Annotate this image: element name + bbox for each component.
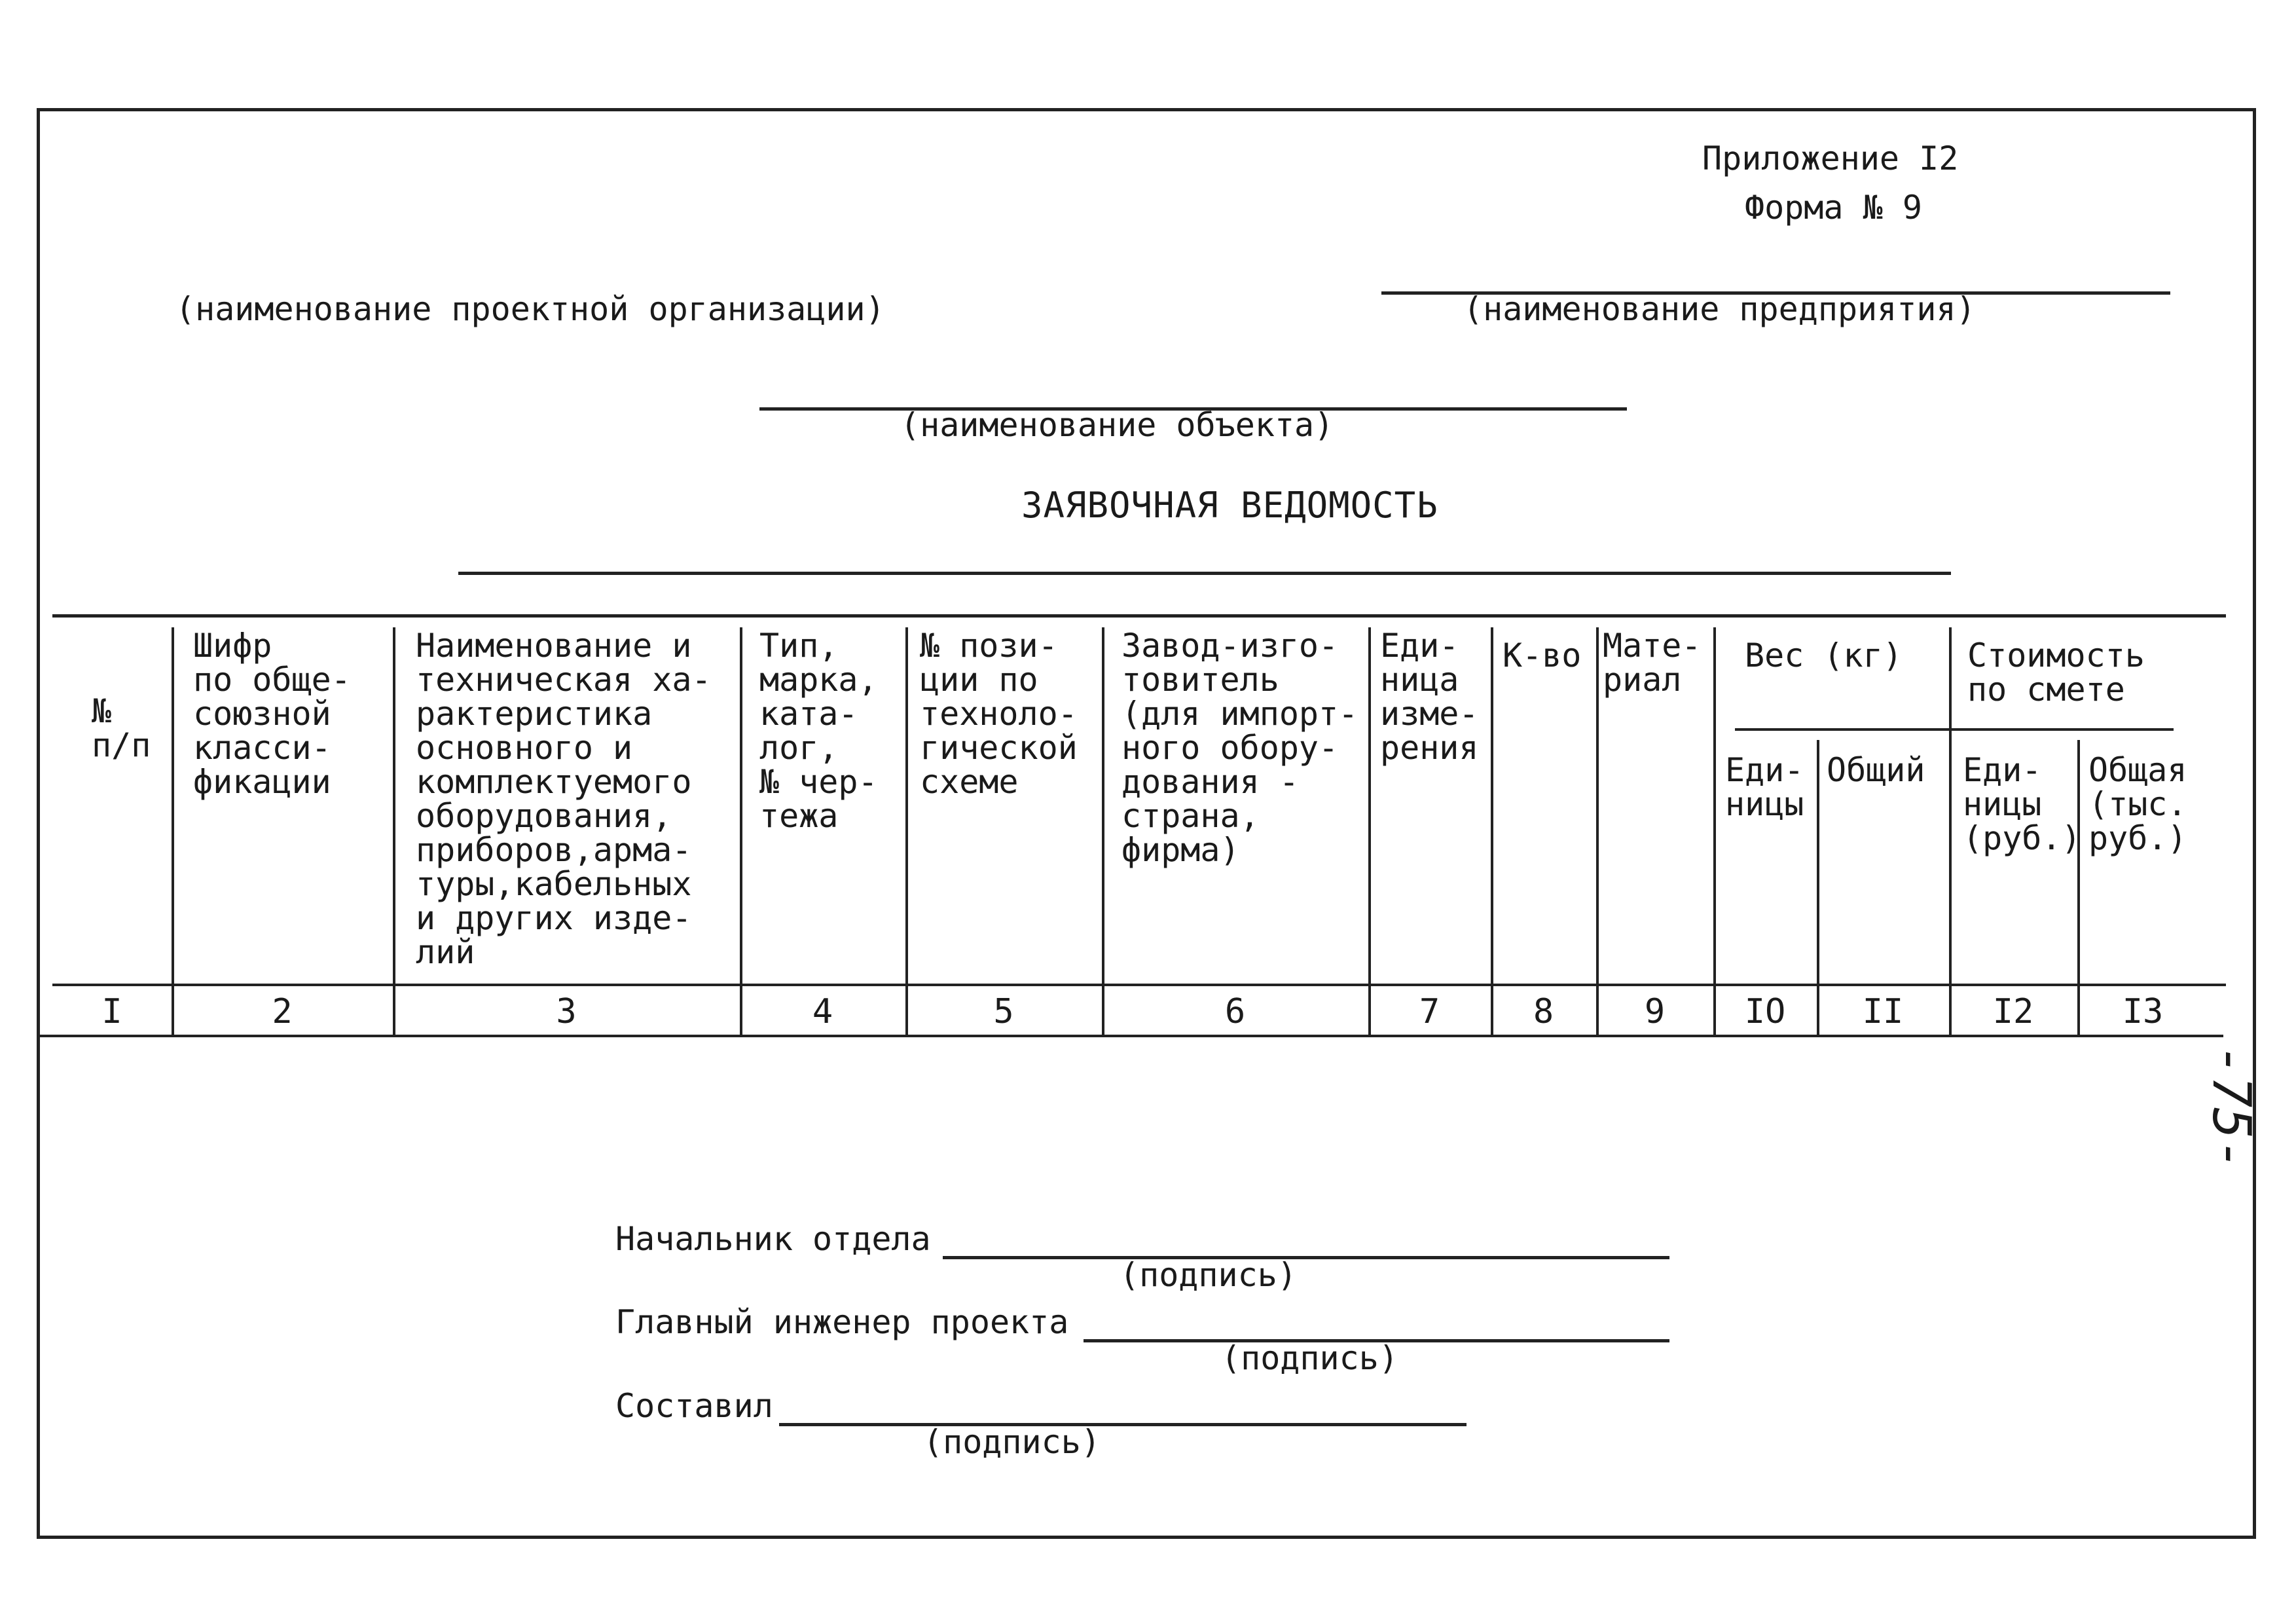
head-of-dept-label: Начальник отдела bbox=[615, 1220, 931, 1258]
col-divider bbox=[1368, 627, 1371, 1035]
col-number: IO bbox=[1744, 992, 1786, 1031]
header-col-5: № пози- ции по техноло- гической схеме bbox=[920, 627, 1078, 801]
title-line bbox=[458, 572, 1951, 575]
enterprise-caption: (наименование предприятия) bbox=[1463, 290, 1976, 328]
table-top-border bbox=[52, 614, 2226, 618]
compiled-sign-line bbox=[779, 1423, 1467, 1426]
head-sign-line bbox=[943, 1256, 1669, 1259]
header-bottom-border bbox=[52, 984, 2226, 986]
col-number: I3 bbox=[2122, 992, 2164, 1031]
col-divider bbox=[1102, 627, 1104, 1035]
page-number: -75- bbox=[2201, 1044, 2262, 1171]
compiled-by-label: Составил bbox=[615, 1387, 773, 1425]
object-caption: (наименование объекта) bbox=[900, 406, 1334, 444]
appendix-label: Приложение I2 bbox=[1702, 139, 1959, 177]
header-cost-group: Стоимость по смете bbox=[1967, 637, 2145, 709]
weight-cost-subline bbox=[1735, 728, 2174, 731]
header-col-2: Шифр по обще- союзной класси- фикации bbox=[193, 627, 351, 801]
col-number: 9 bbox=[1644, 992, 1666, 1031]
document-title: ЗАЯВОЧНАЯ ВЕДОМОСТЬ bbox=[1021, 485, 1438, 526]
col-number: I2 bbox=[1992, 992, 2034, 1031]
col-divider bbox=[1817, 740, 1819, 1035]
header-col-4: Тип, марка, ката- лог, № чер- тежа bbox=[759, 627, 878, 835]
sign-caption: (подпись) bbox=[1221, 1339, 1398, 1377]
col-number: 5 bbox=[993, 992, 1014, 1031]
form-number: Форма № 9 bbox=[1745, 189, 1922, 227]
col-divider bbox=[172, 627, 174, 1035]
col-number: I bbox=[101, 992, 122, 1031]
header-col-9: Мате- риал bbox=[1603, 627, 1702, 699]
col-divider bbox=[393, 627, 395, 1035]
col-number: 6 bbox=[1224, 992, 1246, 1031]
sign-caption: (подпись) bbox=[1120, 1256, 1297, 1294]
chief-engineer-label: Главный инженер проекта bbox=[615, 1303, 1069, 1341]
col-divider bbox=[1596, 627, 1599, 1035]
header-col-3: Наименование и техническая ха- рактеристика основного и комплектуемого оборудования, приборов,арма- туры,кабельных и других изде- лий bbox=[416, 627, 712, 971]
col-number: 4 bbox=[812, 992, 833, 1031]
sign-caption: (подпись) bbox=[923, 1423, 1101, 1461]
col-divider bbox=[1491, 627, 1493, 1035]
col-number: 3 bbox=[556, 992, 577, 1031]
header-col-1: № п/п bbox=[92, 692, 151, 764]
header-col-13: Общая (тыс. руб.) bbox=[2088, 751, 2187, 857]
col-number: 2 bbox=[272, 992, 293, 1031]
header-col-7: Еди- ница изме- рения bbox=[1380, 627, 1479, 767]
col-divider bbox=[1949, 627, 1952, 1035]
header-col-6: Завод-изго- товитель (для импорт- ного обору- дования - страна, фирма) bbox=[1121, 627, 1358, 869]
header-col-10: Еди- ницы bbox=[1725, 751, 1804, 823]
header-col-12: Еди- ницы (руб.) bbox=[1963, 751, 2081, 857]
col-divider bbox=[740, 627, 742, 1035]
col-divider bbox=[905, 627, 908, 1035]
header-col-8: К-во bbox=[1503, 637, 1582, 674]
col-number: 7 bbox=[1419, 992, 1440, 1031]
col-number: 8 bbox=[1533, 992, 1554, 1031]
col-number: II bbox=[1862, 992, 1904, 1031]
design-org-caption: (наименование проектной организации) bbox=[175, 290, 885, 328]
col-divider bbox=[1713, 627, 1716, 1035]
header-weight-group: Вес (кг) bbox=[1745, 637, 1903, 674]
header-col-11: Общий bbox=[1827, 751, 1925, 789]
table-bottom-border bbox=[37, 1035, 2223, 1037]
